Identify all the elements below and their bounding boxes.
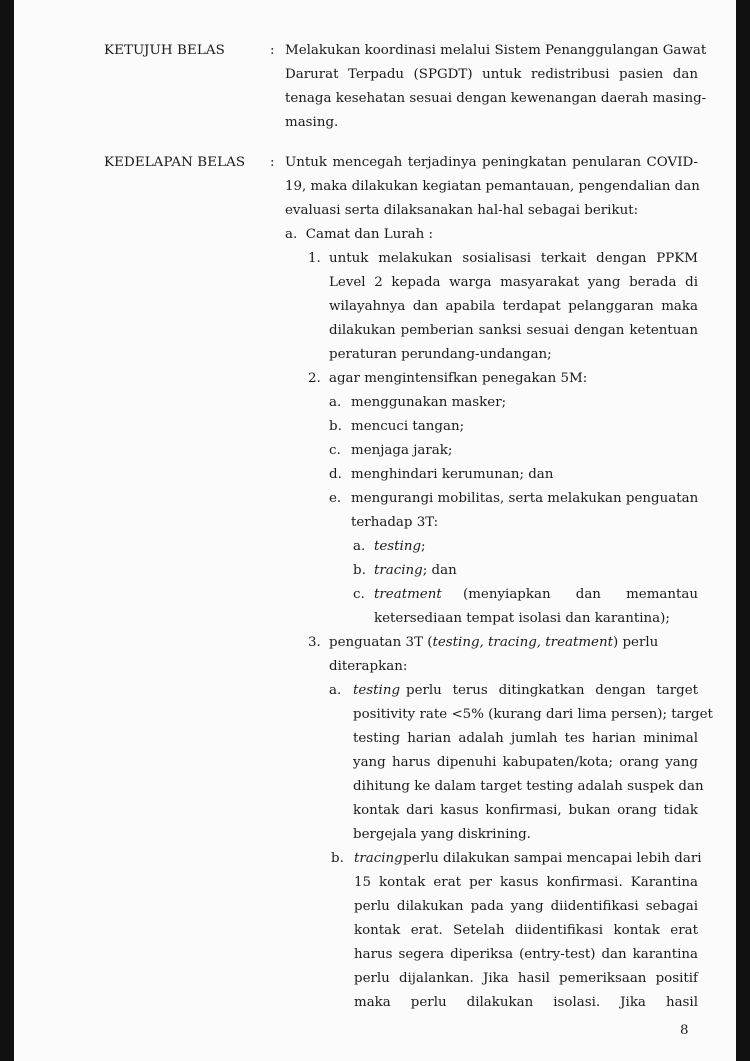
list-item-line: wilayahnya dan apabila terdapat pelanggaran maka: [329, 299, 698, 314]
sub-item-text: positivity rate <5% (kurang dari lima persen); target: [353, 707, 713, 722]
page-number: 8: [680, 1023, 689, 1038]
sub-item-text: kontak erat. Setelah diidentifikasi kontak erat: [354, 923, 698, 938]
sub-item-text: testing harian adalah jumlah tes harian minimal: [353, 731, 698, 746]
sub-mark: b.: [331, 851, 344, 866]
sub-item-text: perlu dilakukan pada yang diidentifikasi sebagai: [354, 899, 698, 914]
sub-sub-item: (menyiapkan dan memantau: [463, 587, 698, 602]
sub-mark: d.: [329, 467, 342, 482]
sub-item-text: menggunakan masker;: [351, 395, 507, 410]
sub-item-text: bergejala yang diskrining.: [353, 827, 531, 842]
section-label-ketujuh-belas: KETUJUH BELAS: [104, 43, 225, 58]
sub-item-italic: testing: [353, 683, 401, 698]
list-number: 2.: [308, 371, 321, 386]
section-colon: :: [270, 43, 275, 58]
sub-sub-mark: a.: [353, 539, 366, 554]
sub-sub-mark: c.: [353, 587, 365, 602]
list-item-line: dilakukan pemberian sanksi sesuai dengan ketentuan: [329, 323, 698, 338]
sub-item-text: menjaga jarak;: [351, 443, 453, 458]
sub-item-text: mengurangi mobilitas, serta melakukan penguatan: [351, 491, 699, 506]
sub-item-text: perlu terus ditingkatkan dengan target: [406, 683, 698, 698]
list-item-line: penguatan 3T (testing, tracing, treatment) perlu: [329, 635, 659, 650]
sub-item-text: dihitung ke dalam target testing adalah suspek dan: [353, 779, 704, 794]
sub-item-text: terhadap 3T:: [351, 515, 439, 530]
document-page: [14, 0, 736, 1061]
section-label-kedelapan-belas: KEDELAPAN BELAS: [104, 155, 246, 170]
list-item-line: peraturan perundang-undangan;: [329, 347, 552, 362]
sub-mark: c.: [329, 443, 341, 458]
sub-item-text: maka perlu dilakukan isolasi. Jika hasil: [354, 995, 698, 1010]
sub-item-text: perlu dilakukan sampai mencapai lebih dari: [403, 851, 702, 866]
sub-heading-camat-lurah: a. Camat dan Lurah :: [285, 227, 434, 242]
sub-item-italic: tracing: [354, 851, 403, 866]
list-item-line: diterapkan:: [329, 659, 408, 674]
section-colon: :: [270, 155, 275, 170]
sub-sub-item: ketersediaan tempat isolasi dan karantina);: [374, 611, 670, 626]
sub-sub-item: treatment: [374, 587, 442, 602]
sub-item-text: harus segera diperiksa (entry-test) dan karantina: [354, 947, 698, 962]
section-text-line: masing.: [285, 115, 339, 130]
sub-sub-mark: b.: [353, 563, 366, 578]
section-text-line: 19, maka dilakukan kegiatan pemantauan, pengendalian dan: [285, 179, 700, 194]
list-item-line: untuk melakukan sosialisasi terkait dengan PPKM: [329, 251, 698, 266]
sub-item-text: perlu dijalankan. Jika hasil pemeriksaan positif: [354, 971, 698, 986]
section-text-line: tenaga kesehatan sesuai dengan kewenangan daerah masing-: [285, 91, 707, 106]
sub-mark: b.: [329, 419, 342, 434]
sub-sub-item: tracing; dan: [374, 563, 457, 578]
list-item-line: agar mengintensifkan penegakan 5M:: [329, 371, 588, 386]
sub-item-text: 15 kontak erat per kasus konfirmasi. Karantina: [354, 875, 698, 890]
section-text-line: Untuk mencegah terjadinya peningkatan penularan COVID-: [285, 155, 698, 170]
section-text-line: Melakukan koordinasi melalui Sistem Penanggulangan Gawat: [285, 43, 707, 58]
sub-item-text: kontak dari kasus konfirmasi, bukan orang tidak: [353, 803, 698, 818]
sub-item-text: mencuci tangan;: [351, 419, 465, 434]
sub-mark: a.: [329, 395, 342, 410]
sub-item-text: menghindari kerumunan; dan: [351, 467, 554, 482]
list-number: 3.: [308, 635, 321, 650]
section-text-line: Darurat Terpadu (SPGDT) untuk redistribusi pasien dan: [285, 67, 698, 82]
sub-item-text: yang harus dipenuhi kabupaten/kota; orang yang: [353, 755, 698, 770]
section-text-line: evaluasi serta dilaksanakan hal-hal sebagai berikut:: [285, 203, 639, 218]
sub-mark: e.: [329, 491, 342, 506]
sub-sub-item: testing;: [374, 539, 426, 554]
list-number: 1.: [308, 251, 321, 266]
list-item-line: Level 2 kepada warga masyarakat yang berada di: [329, 275, 698, 290]
sub-mark: a.: [329, 683, 342, 698]
